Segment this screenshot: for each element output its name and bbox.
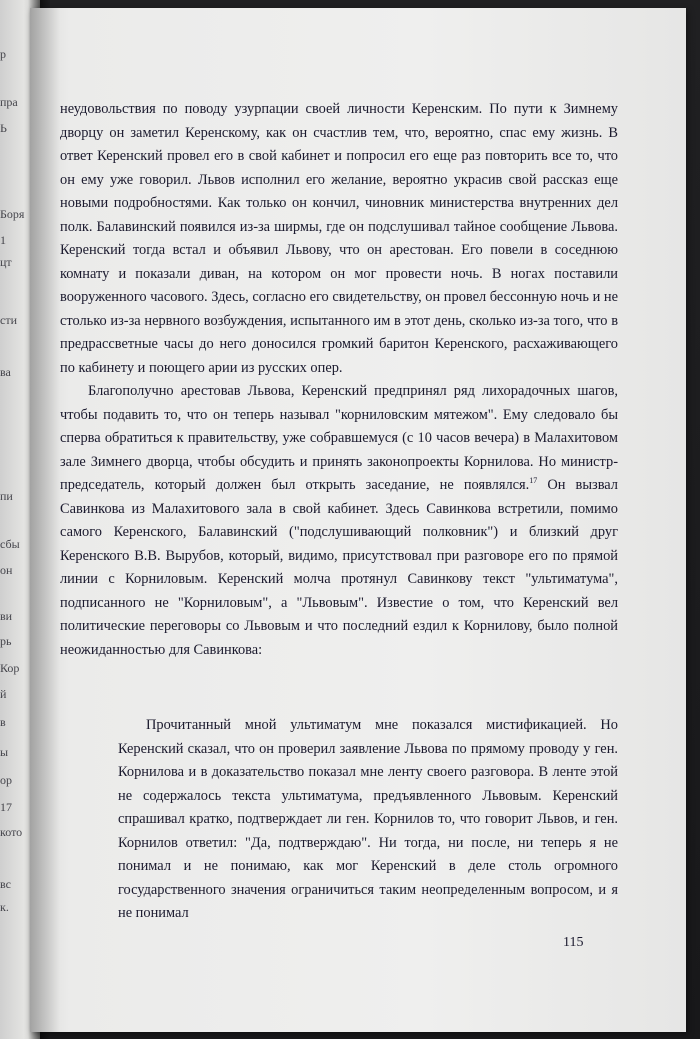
paragraph-2-continued: Он вызвал Савинкова из Малахитового зала в свой кабинет. Здесь Савинкова встретили, помимо самого Керенского, Балавинский ("подслушивающий полковник") и близкий друг Керенского В.В. Вырубов, который, видимо, присутствовал при разговоре его по прямой линии с Корниловым. Керенский молча протянул Савинкову текст "ультиматума", подписанного не "Корниловым", а "Львовым". Известие о том, что Керенский вел политические переговоры со Львовым и что последний ездил к Корнилову, было полной неожиданностью для Савинкова:: [60, 477, 618, 658]
paragraph-1: неудовольствия по поводу узурпации своей личности Керенским. По пути к Зимнему дворцу он заметил Керенскому, как он счастлив тем, что, вероятно, спас ему жизнь. В ответ Керенский провел его в свой кабинет и попросил его еще раз повторить все то, что он ему уже говорил. Львов исполнил его желание, вероятно украсив свой рассказ еще новыми подробностями. Как только он кончил, чиновник министерства внутренних дел полк. Балавинский появился из-за ширмы, где он подслушивал тайное сообщение Львова. Керенский тогда встал и объявил Львову, что он арестован. Его повели в соседнюю комнату и показали диван, на котором он мог провести ночь. В ногах поставили вооруженного часового. Здесь, согласно его свидетельству, он провел бессонную ночь и не столько из-за нервного возбуждения, испытанного им в этот день, сколько из-за того, что в предрассветные часы до него доносился громкий баритон Керенского, расхаживающего по кабинету и поющего арии из русских опер.: [60, 101, 618, 376]
left-page-text-fragment: сбы: [0, 537, 20, 551]
left-page-text-fragment: в: [0, 715, 6, 729]
left-page-text-fragment: ви: [0, 609, 13, 623]
left-page-text-fragment: 1: [0, 233, 6, 247]
left-page-text-fragment: пра: [0, 95, 18, 109]
main-text: [60, 98, 618, 662]
left-page-text-fragment: пи: [0, 489, 13, 503]
left-page-text-fragment: цт: [0, 255, 12, 269]
left-page-text-fragment: вс: [0, 877, 11, 891]
left-page-text-fragment: ор: [0, 773, 12, 787]
paragraph-2-text: Благополучно арестовав Львова, Керенский предпринял ряд лихорадочных шагов, чтобы подавить то, что он теперь называл "корниловским мятежом". Ему следовало бы сперва обратиться к правительству, уже собравшемуся (с 10 часов вечера) в Малахитовом зале Зимнего дворца, чтобы обсудить и принять законопроекты Корнилова. Но министр-председатель, который должен был открыть заседание, не появлялся.: [60, 383, 618, 493]
left-page-text-fragment: Кор: [0, 661, 20, 675]
left-page-text-fragment: й: [0, 687, 7, 701]
left-page-text-fragment: Ь: [0, 121, 7, 135]
left-page-text-fragment: ы: [0, 745, 9, 759]
book-page: [30, 8, 686, 1032]
block-quote: [118, 714, 618, 926]
left-page-text-fragment: рь: [0, 634, 12, 648]
quote-text: Прочитанный мной ультиматум мне показался мистификацией. Но Керенский сказал, что он проверил заявление Львова по прямому проводу у ген. Корнилова и в доказательство показал мне ленту своего разговора. В ленте этой не содержалось текста ультиматума, предъявленного Львовым. Керенский спрашивал кратко, подтверждает ли ген. Корнилов то, что говорит Львов, и ген. Корнилов ответил: "Да, подтверждаю". Ни тогда, ни после, ни теперь я не понимал и не понимаю, как мог Керенский в деле столь огромного государственного значения ограничиться таким неопределенным вопросом, и я не понимал: [118, 717, 618, 921]
left-page-text-fragment: Боря: [0, 207, 25, 221]
paragraph-2: [60, 380, 618, 662]
left-page-text-fragment: сти: [0, 313, 17, 327]
left-page-text-fragment: р: [0, 47, 6, 61]
left-page-text-fragment: ва: [0, 365, 11, 379]
page-number: 115: [563, 935, 584, 950]
page-shading: [30, 8, 60, 1032]
left-page-text-fragment: он: [0, 563, 13, 577]
left-page-text-fragment: кото: [0, 825, 23, 839]
footnote-reference: 17: [529, 476, 538, 486]
left-page-text-fragment: 17: [0, 800, 12, 814]
left-page-text-fragment: к.: [0, 900, 9, 914]
